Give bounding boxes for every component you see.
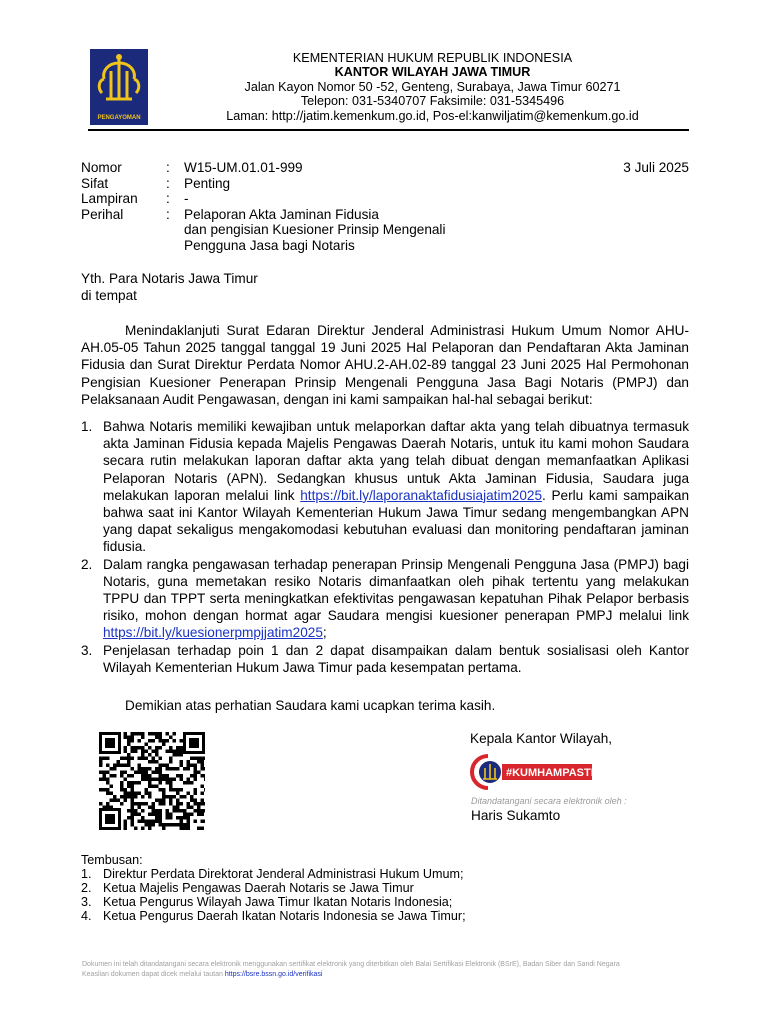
perihal-line: dan pengisian Kuesioner Prinsip Mengenali — [184, 222, 446, 237]
footer-line — [82, 970, 688, 980]
letter-meta — [81, 160, 504, 253]
letterhead-divider — [88, 129, 689, 131]
footer-text: Keaslian dokumen dapat dicek melalui tautan — [82, 970, 225, 978]
ministry-logo-icon — [90, 49, 148, 125]
points-list — [81, 418, 689, 676]
fidusia-report-link[interactable]: https://bit.ly/laporanaktafidusiajatim2025 — [300, 487, 543, 503]
pmpj-questionnaire-link[interactable]: https://bit.ly/kuesionerpmpjjatim2025 — [103, 625, 323, 641]
cc-text: Direktur Perdata Direktorat Jenderal Administrasi Hukum Umum; — [103, 867, 464, 881]
point-text: Penjelasan terhadap poin 1 dan 2 dapat disampaikan dalam bentuk sosialisasi oleh Kantor Wilayah Kementerian Hukum Jawa Timur pada kesempatan pertama. — [103, 642, 689, 675]
footer-line: Dokumen ini telah ditandatangani secara elektronik menggunakan sertifikat elektronik yang diterbitkan oleh Balai Sertifikasi Elektronik (BSrE), Badan Siber dan Sandi Negara — [82, 961, 620, 968]
office-name: KANTOR WILAYAH JAWA TIMUR — [334, 65, 531, 80]
meta-key: Perihal — [81, 206, 124, 222]
meta-colon: : — [166, 206, 170, 222]
cc-text: Ketua Pengurus Wilayah Jawa Timur Ikatan Notaris Indonesia; — [103, 895, 453, 909]
cc-text: Ketua Pengurus Daerah Ikatan Notaris Indonesia se Jawa Timur; — [103, 909, 466, 923]
meta-value: - — [184, 191, 189, 206]
meta-row — [81, 160, 504, 176]
list-item — [81, 867, 466, 881]
list-item — [81, 895, 466, 909]
recipient-place: di tempat — [81, 288, 137, 303]
point-number: 1. — [81, 419, 93, 434]
cc-number: 2. — [81, 881, 92, 895]
qr-code-icon — [99, 732, 205, 830]
list-item — [81, 556, 689, 642]
copy-recipients — [81, 853, 466, 923]
signatory-title: Kepala Kantor Wilayah, — [470, 731, 613, 746]
point-number: 2. — [81, 556, 93, 572]
cc-number: 3. — [81, 895, 92, 909]
list-item — [81, 881, 466, 895]
list-item — [81, 642, 689, 676]
esign-note: Ditandatangani secara elektronik oleh : — [471, 796, 627, 806]
perihal-line: Pelaporan Akta Jaminan Fidusia — [184, 206, 379, 222]
office-address: Jalan Kayon Nomor 50 -52, Genteng, Surabaya, Jawa Timur 60271 — [244, 79, 621, 94]
meta-row — [81, 191, 504, 207]
meta-row-perihal — [81, 207, 504, 254]
point-text: Dalam rangka pengawasan terhadap penerapan Prinsip Mengenali Pengguna Jasa (PMPJ) bagi Notaris, guna memetakan resiko Notaris dimanfaatkan oleh pihak tertentu yang melakukan TPPU dan TPPT serta meningkatkan efektivitas pengawasan kepatuhan Pihak Pelapor berbasis risiko, mohon dengan hormat agar Saudara mengisi kuesioner penerapan PMPJ melalui link — [103, 556, 689, 624]
office-phone: Telepon: 031-5340707 Faksimile: 031-5345496 — [300, 94, 565, 109]
verification-link[interactable]: https://bsre.bssn.go.id/verifikasi — [224, 970, 323, 978]
point-number: 3. — [81, 642, 93, 658]
cc-label: Tembusan: — [81, 853, 143, 867]
cc-number: 1. — [81, 867, 92, 881]
meta-colon: : — [166, 175, 170, 191]
stamp-hashtag: #KUMHAMPASTI — [506, 767, 594, 779]
meta-value: W15-UM.01.01-999 — [184, 160, 303, 175]
point-text: ; — [322, 625, 327, 641]
meta-key: Sifat — [81, 175, 109, 191]
recipient-name: Yth. Para Notaris Jawa Timur — [81, 271, 258, 286]
cc-text: Ketua Majelis Pengawas Daerah Notaris se Jawa Timur — [103, 881, 414, 895]
kumham-stamp-icon — [470, 752, 618, 792]
list-item — [81, 418, 689, 556]
meta-row — [81, 176, 504, 192]
esign-footer — [82, 960, 688, 979]
ministry-name: KEMENTERIAN HUKUM REPUBLIK INDONESIA — [292, 51, 573, 65]
meta-colon: : — [166, 191, 170, 206]
meta-key: Nomor — [81, 160, 122, 175]
cc-number: 4. — [81, 909, 92, 923]
letterhead-text — [160, 51, 705, 123]
letter-date: 3 Juli 2025 — [623, 160, 689, 175]
point-text: Bahwa Notaris memiliki kewajiban untuk melaporkan daftar akta yang telah dibuatnya termasuk akta Jaminan Fidusia kepada Majelis Pengawas Daerah Notaris, untuk itu kami mohon Saudara secara rutin melakukan laporan daftar akta yang telah dibuat dengan memanfaatkan Aplikasi Pelaporan Notaris (APN). Sedangkan khusus untuk Akta Jaminan Fidusia, Saudara juga melakukan laporan melalui link — [103, 419, 689, 503]
signatory-name: Haris Sukamto — [471, 808, 561, 823]
office-web: Laman: http://jatim.kemenkum.go.id, Pos-el:kanwiljatim@kemenkum.go.id — [226, 108, 639, 123]
perihal-line: Pengguna Jasa bagi Notaris — [184, 237, 355, 253]
list-item — [81, 909, 466, 923]
meta-value: Penting — [184, 175, 231, 191]
recipient — [81, 270, 258, 304]
closing-sentence: Demikian atas perhatian Saudara kami ucapkan terima kasih. — [125, 698, 496, 713]
perihal-value — [184, 207, 504, 254]
point-text: . Perlu kami sampaikan bahwa saat ini Kantor Wilayah Kementerian Hukum Jawa Timur sedang mengembangkan APN yang dapat sekaligus mengakomodasi kebutuhan evaluasi dan monitoring pendaftaran jaminan fidusia. — [103, 487, 690, 555]
opening-paragraph: Menindaklanjuti Surat Edaran Direktur Jenderal Administrasi Hukum Umum Nomor AHU-AH.05-05 Tahun 2025 tanggal tanggal 19 Juni 2025 Hal Pelaporan dan Pendaftaran Akta Jaminan Fidusia dan Surat Direktur Perdata Nomor AHU.2-AH.02-89 tanggal 23 Juni 2025 Hal Permohonan Pengisian Kuesioner Penerapan Prinsip Mengenali Pengguna Jasa Bagi Notaris (PMPJ) dan Pelaksanaan Audit Pengawasan, dengan ini kami sampaikan hal-hal sebagai berikut: — [81, 323, 689, 407]
meta-colon: : — [166, 160, 170, 175]
logo-caption: PENGAYOMAN — [97, 115, 141, 121]
meta-key: Lampiran — [81, 191, 138, 206]
